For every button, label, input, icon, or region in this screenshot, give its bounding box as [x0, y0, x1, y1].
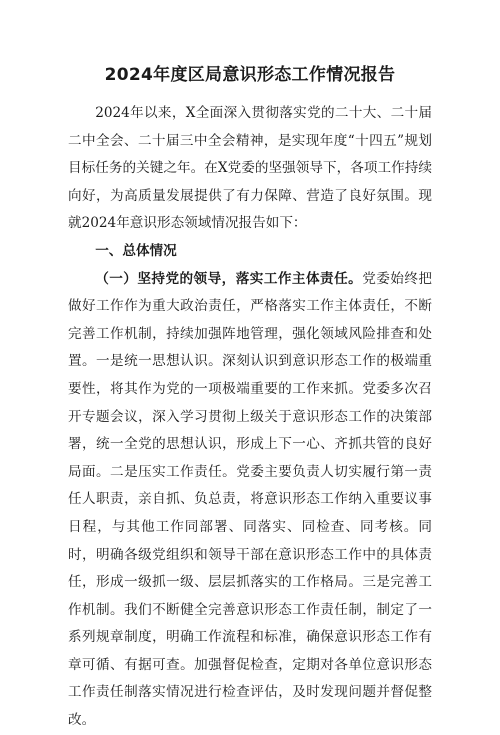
subsection-body: 党委始终把做好工作作为重大政治责任，严格落实工作主体责任，不断完善工作机制，持续加强阵地管理，强化领域风险排查和处置。一是统一思想认识。深刻认识到意识形态工作的极端重要性，将其作为党的一项极端重要的工作来抓。党委多次召开专题会议，深入学习贯彻上级关于意识形态工作的决策部署，统一全党的思想认识，形成上下一心、齐抓共管的良好局面。二是压实工作责任。党委主要负责人切实履行第一责任人职责，亲自抓、负总责，将意识形态工作纳入重要议事日程，与其他工作同部署、同落实、同检查、同考核。同时，明确各级党组织和领导干部在意识形态工作中的具体责任，形成一级抓一级、层层抓落实的工作格局。三是完善工作机制。我们不断健全完善意识形态工作责任制，制定了一系列规章制度，明确工作流程和标准，确保意识形态工作有章可循、有据可查。加强督促检查，定期对各单位意识形态工作责任制落实情况进行检查评估，及时发现问题并督促整改。	[68, 270, 433, 729]
subsection-paragraph	[68, 266, 432, 735]
intro-paragraph: 2024年以来，X全面深入贯彻落实党的二十大、二十届二中全会、二十届三中全会精神，是实现年度“十四五”规划目标任务的关键之年。在X党委的坚强领导下，各项工作持续向好，为高质量发展提供了有力保障、营造了良好氛围。现就2024年意识形态领域情况报告如下：	[68, 105, 432, 232]
document-title: 2024年度区局意识形态工作情况报告	[104, 65, 396, 85]
section-heading-overview: 一、总体情况	[95, 242, 177, 259]
subsection-lead: （一）坚持党的领导，落实工作主体责任。	[95, 270, 363, 287]
